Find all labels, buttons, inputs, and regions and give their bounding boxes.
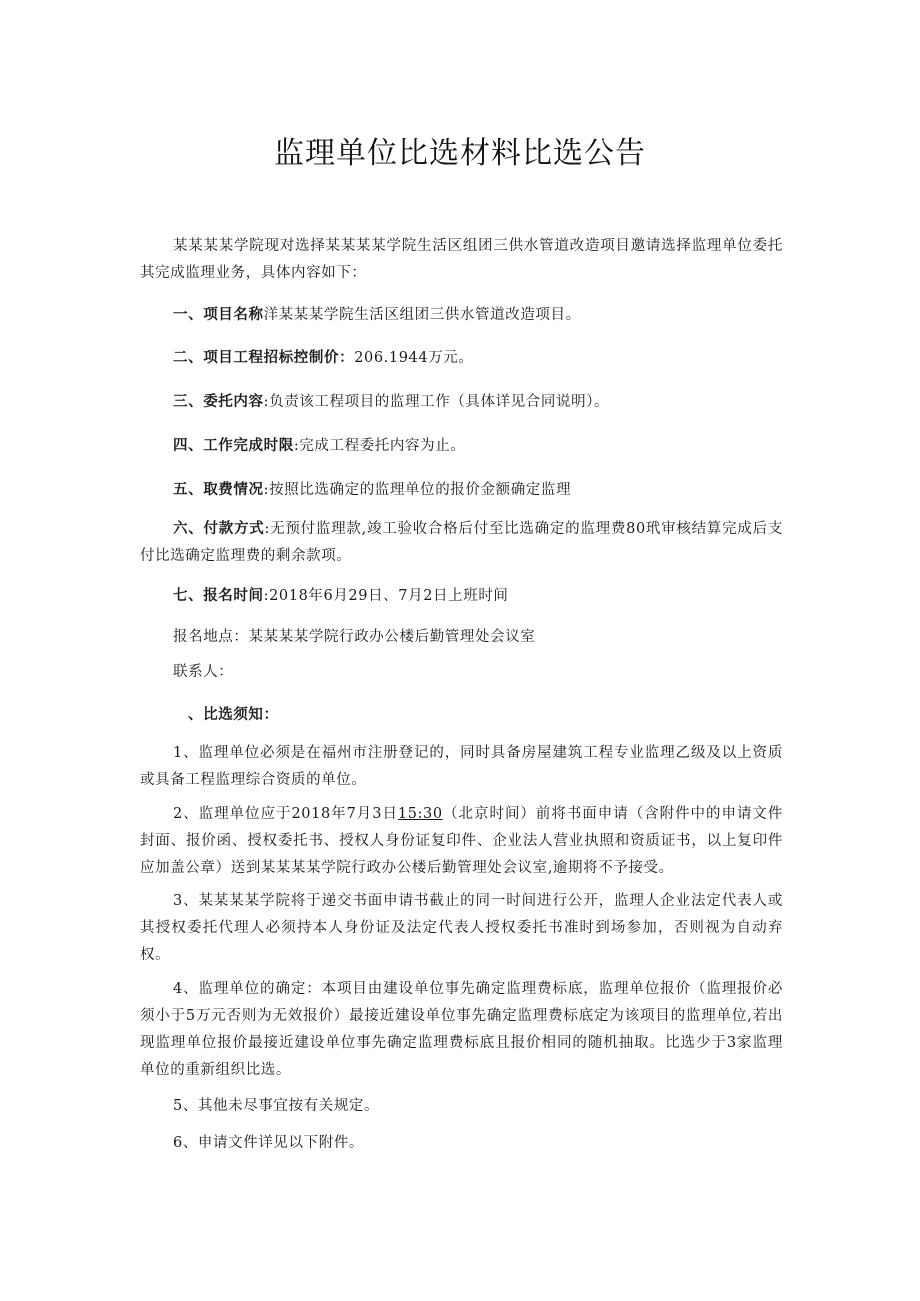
notice-2 [140,801,783,882]
intro-paragraph: 某某某某学院现对选择某某某某学院生活区组团三供水管道改造项目邀请选择监理单位委托其完成监理业务，具体内容如下： [140,238,783,281]
item-label: 六、付款方式 [173,521,265,537]
item-deadline [140,433,783,460]
item-text: 206.1944万元。 [354,350,474,366]
item-fees [140,477,783,504]
notice-1: 1、监理单位必须是在福州市注册登记的，同时具备房屋建筑工程专业监理乙级及以上资质或具备工程监理综合资质的单位。 [140,745,783,788]
item-label: 四、工作完成时限 [173,438,294,454]
item-text: 洋某某某学院生活区组团三供水管道改造项目。 [263,307,581,323]
notice-2-time: 15:30 [397,806,443,822]
notice-5: 5、其他未尽事宜按有关规定。 [173,1098,380,1114]
registration-location: 报名地点：某某某某学院行政办公楼后勤管理处会议室 [173,629,536,645]
notice-2-text-after: （北京时间）前将书面申请（含附件中的申请文件封面、报价函、授权委托书、授权人身份证复印件、企业法人营业执照和资质证书，以上复印件应加盖公章）送到某某某某学院行政办公楼后勤管理处会议室,逾期将不予接受。 [140,806,783,876]
notice-2-text-before: 2、监理单位应于2018年7月3日 [173,806,398,822]
notice-3: 3、某某某某学院将于递交书面申请书截止的同一时间进行公开，监理人企业法定代表人或其授权委托代理人必须持本人身份证及法定代表人授权委托书准时到场参加，否则视为自动弃权。 [140,893,783,963]
item-payment-method [140,516,783,570]
notice-6: 6、申请文件详见以下附件。 [173,1135,365,1151]
notice-heading: 、比选须知： [188,707,279,723]
page-title: 监理单位比选材料比选公告 [274,136,646,171]
item-label: 七、报名时间 [173,588,264,604]
item-text: :按照比选确定的监理单位的报价金额确定监理 [263,482,572,498]
item-text: :无预付监理款,竣工验收合格后付至比选确定的监理费80玳审核结算完成后支付比选确定监理费的剩余款项。 [140,521,783,564]
item-control-price [140,345,783,372]
item-entrusted-content [140,389,783,416]
notice-4: 4、监理单位的确定：本项目由建设单位事先确定监理费标底，监理单位报价（监理报价必须小于5万元否则为无效报价）最接近建设单位事先确定监理费标底定为该项目的监理单位,若出现监理单位报价最接近建设单位事先确定监理费标底且报价相同的随机抽取。比选少于3家监理单位的重新组织比选。 [140,981,783,1078]
item-project-name [140,302,783,329]
item-registration-time [140,583,783,610]
item-text: :2018年6月29日、7月2日上班时间 [263,588,509,604]
item-label: 三、委托内容 [173,394,264,410]
item-label: 二、项目工程招标控制价： [173,350,355,366]
contact-person: 联系人： [173,664,234,680]
item-label: 一、项目名称 [173,307,264,323]
item-label: 五、取费情况 [173,482,264,498]
item-text: :负责该工程项目的监理工作（具体详见合同说明）。 [263,394,610,410]
item-text: :完成工程委托内容为止。 [293,438,466,454]
